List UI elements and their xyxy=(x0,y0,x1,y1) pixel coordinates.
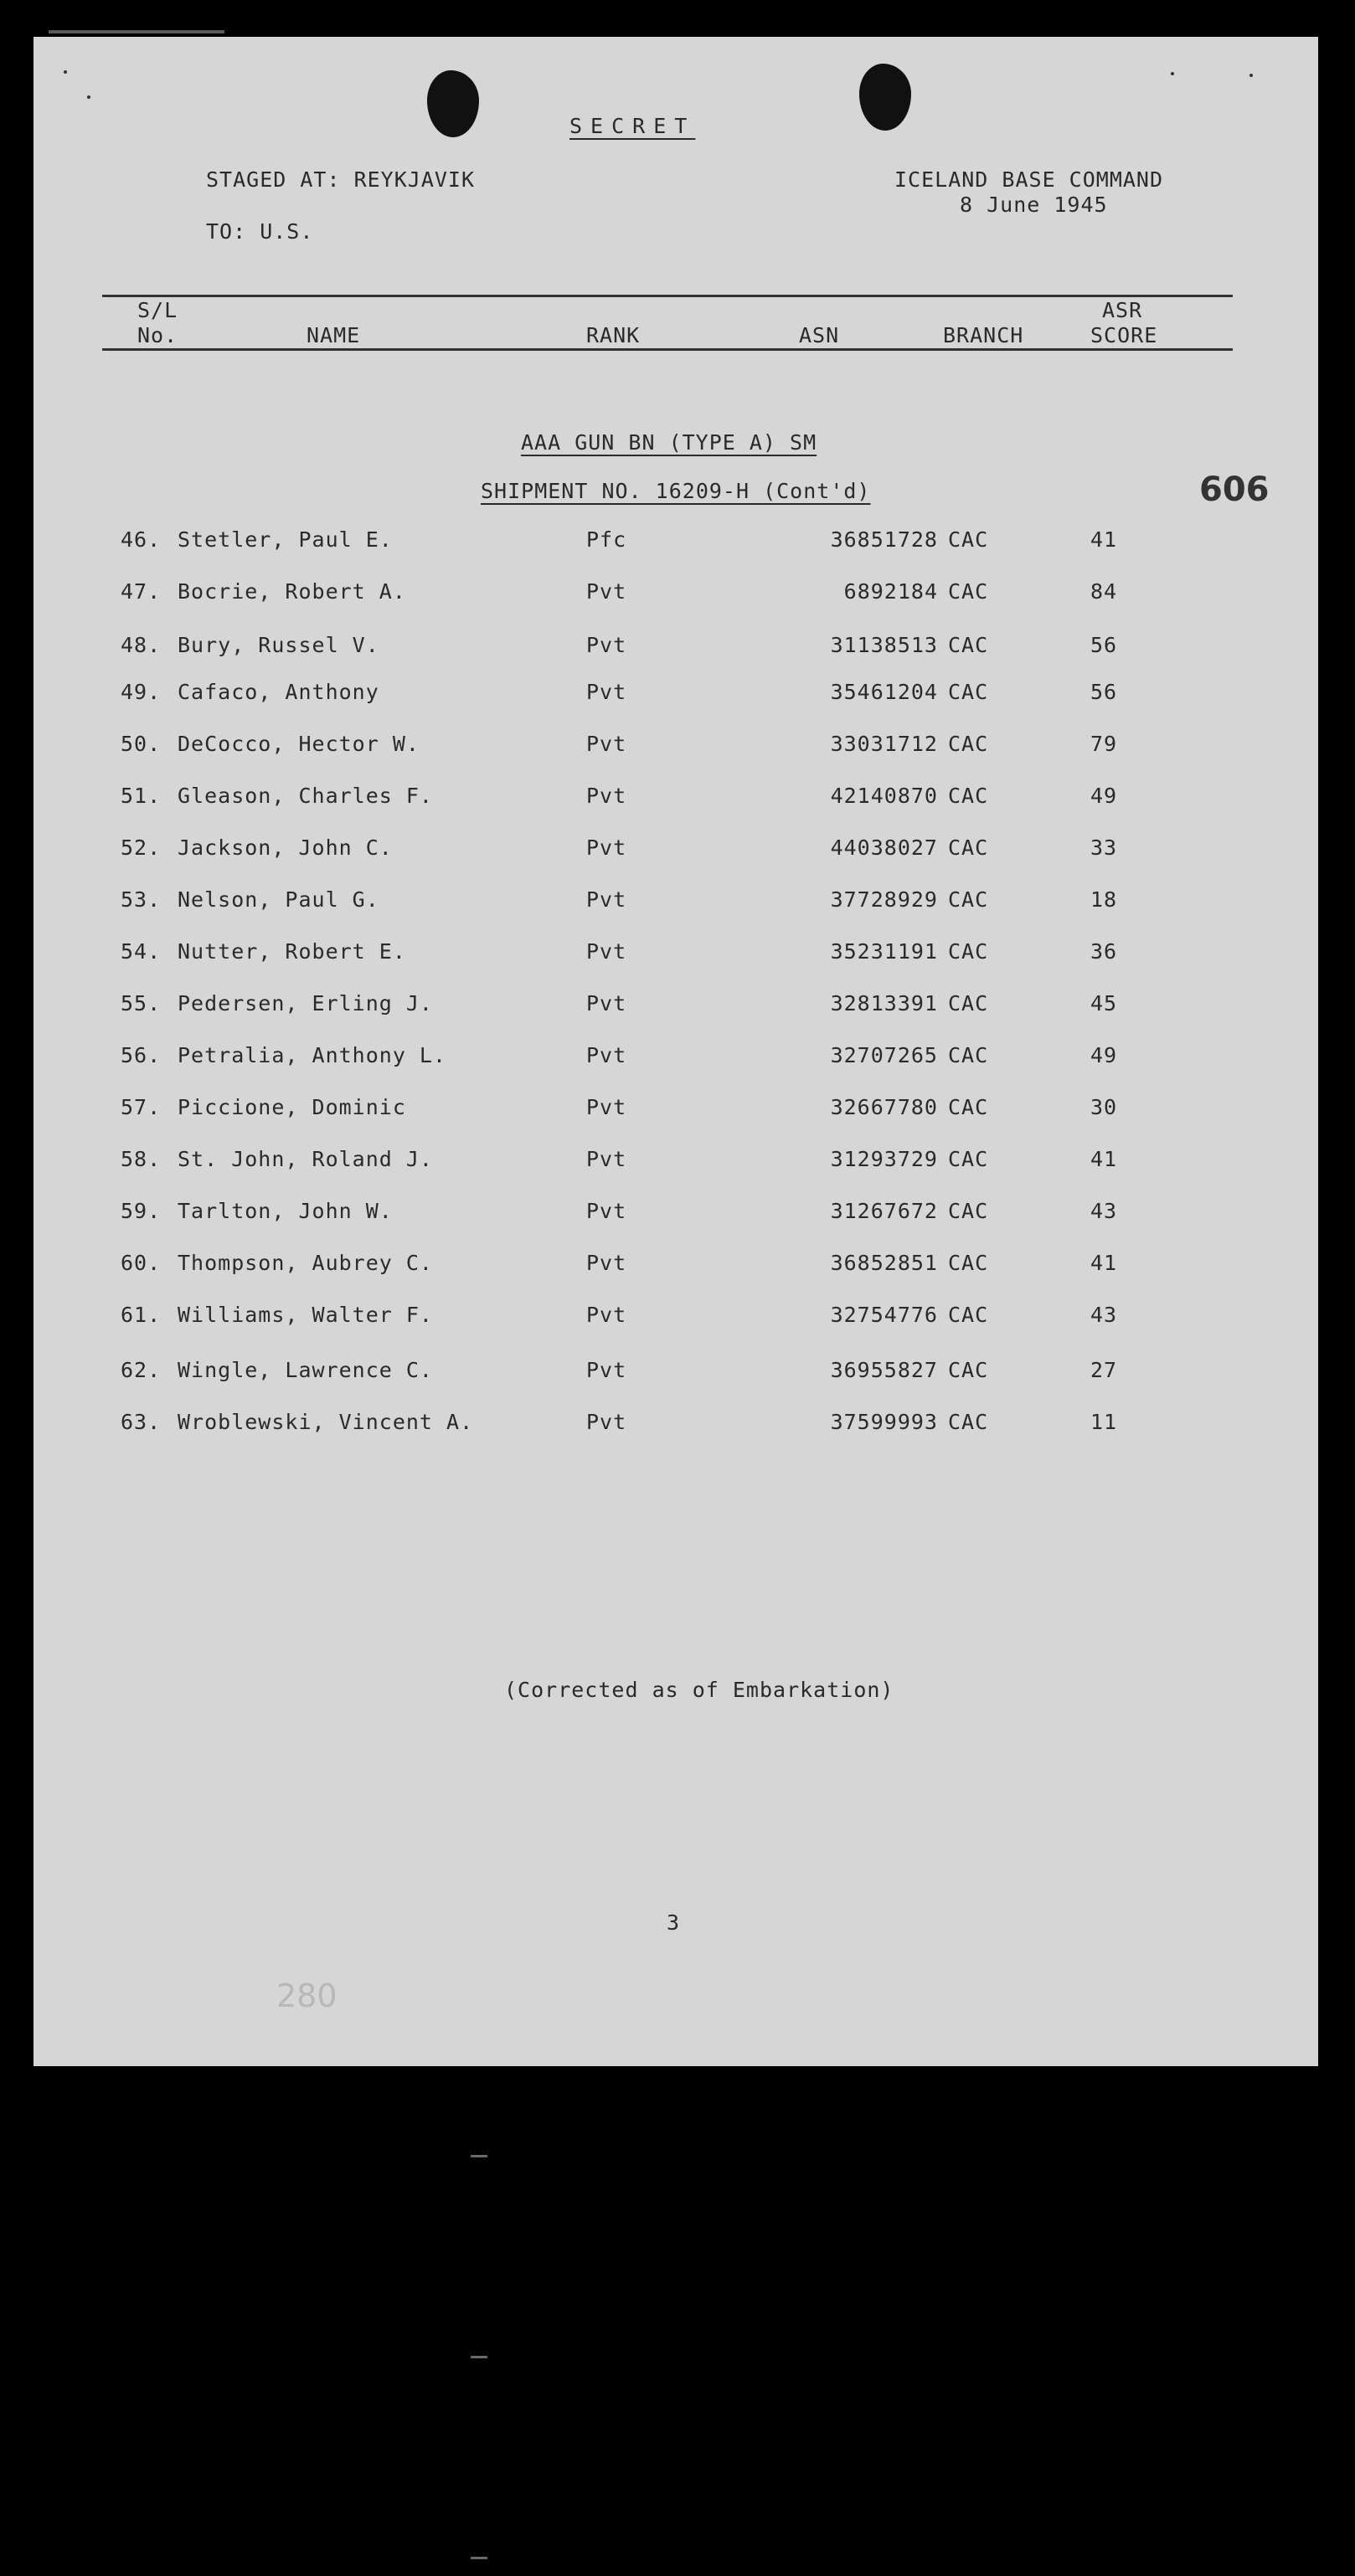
paper-speck xyxy=(1249,74,1253,77)
soldier-name: Wingle, Lawrence C. xyxy=(178,1358,433,1382)
row-number: 51. xyxy=(121,784,162,808)
table-row xyxy=(33,836,1318,869)
row-number: 49. xyxy=(121,680,162,704)
soldier-rank: Pvt xyxy=(586,887,627,912)
soldier-name: DeCocco, Hector W. xyxy=(178,732,420,756)
col-rank-header: RANK xyxy=(586,323,641,347)
command-name: ICELAND BASE COMMAND xyxy=(894,167,1164,192)
row-number: 53. xyxy=(121,887,162,912)
soldier-branch: CAC xyxy=(948,887,989,912)
table-header-bottom-rule xyxy=(102,348,1233,351)
soldier-asn: 36852851 xyxy=(830,1251,938,1275)
table-row xyxy=(33,732,1318,765)
soldier-branch: CAC xyxy=(948,1043,989,1067)
table-row xyxy=(33,1095,1318,1129)
asr-score: 49 xyxy=(1090,784,1118,808)
soldier-name: Piccione, Dominic xyxy=(178,1095,406,1119)
film-edge-mark xyxy=(49,30,224,33)
asr-score: 56 xyxy=(1090,633,1118,657)
soldier-rank: Pvt xyxy=(586,1199,627,1223)
col-sl-bottom: No. xyxy=(137,323,178,347)
table-row xyxy=(33,939,1318,973)
soldier-rank: Pvt xyxy=(586,1043,627,1067)
soldier-rank: Pvt xyxy=(586,1251,627,1275)
destination-line: TO: U.S. xyxy=(206,219,314,244)
soldier-name: St. John, Roland J. xyxy=(178,1147,433,1171)
soldier-branch: CAC xyxy=(948,1358,989,1382)
soldier-branch: CAC xyxy=(948,1095,989,1119)
table-row xyxy=(33,527,1318,561)
col-asr-top: ASR xyxy=(1102,298,1143,322)
soldier-name: Stetler, Paul E. xyxy=(178,527,393,552)
row-number: 60. xyxy=(121,1251,162,1275)
soldier-asn: 35231191 xyxy=(830,939,938,964)
soldier-branch: CAC xyxy=(948,991,989,1015)
soldier-name: Williams, Walter F. xyxy=(178,1303,433,1327)
asr-score: 27 xyxy=(1090,1358,1118,1382)
margin-number: 606 xyxy=(1199,470,1270,509)
soldier-asn: 32754776 xyxy=(830,1303,938,1327)
page-number: 3 xyxy=(667,1910,681,1935)
soldier-rank: Pvt xyxy=(586,579,627,604)
soldier-branch: CAC xyxy=(948,1251,989,1275)
soldier-asn: 32667780 xyxy=(830,1095,938,1119)
asr-score: 43 xyxy=(1090,1303,1118,1327)
table-row xyxy=(33,1303,1318,1336)
table-row xyxy=(33,1147,1318,1180)
soldier-rank: Pvt xyxy=(586,680,627,704)
table-row xyxy=(33,1251,1318,1284)
soldier-name: Nutter, Robert E. xyxy=(178,939,406,964)
soldier-branch: CAC xyxy=(948,1147,989,1171)
soldier-asn: 32813391 xyxy=(830,991,938,1015)
shipment-heading: SHIPMENT NO. 16209-H (Cont'd) xyxy=(481,479,871,503)
table-row xyxy=(33,1358,1318,1391)
table-row xyxy=(33,1410,1318,1443)
film-mark xyxy=(471,2155,487,2157)
soldier-rank: Pvt xyxy=(586,991,627,1015)
table-row xyxy=(33,579,1318,613)
soldier-asn: 32707265 xyxy=(830,1043,938,1067)
soldier-name: Petralia, Anthony L. xyxy=(178,1043,447,1067)
table-row xyxy=(33,991,1318,1025)
asr-score: 30 xyxy=(1090,1095,1118,1119)
row-number: 61. xyxy=(121,1303,162,1327)
classification-title: SECRET xyxy=(569,114,696,138)
soldier-name: Gleason, Charles F. xyxy=(178,784,433,808)
soldier-branch: CAC xyxy=(948,939,989,964)
row-number: 54. xyxy=(121,939,162,964)
document-date: 8 June 1945 xyxy=(960,193,1108,217)
soldier-asn: 31267672 xyxy=(830,1199,938,1223)
row-number: 47. xyxy=(121,579,162,604)
row-number: 55. xyxy=(121,991,162,1015)
soldier-name: Bury, Russel V. xyxy=(178,633,379,657)
soldier-rank: Pvt xyxy=(586,836,627,860)
table-row xyxy=(33,887,1318,921)
soldier-branch: CAC xyxy=(948,527,989,552)
soldier-branch: CAC xyxy=(948,579,989,604)
soldier-asn: 37599993 xyxy=(830,1410,938,1434)
soldier-rank: Pvt xyxy=(586,1095,627,1119)
table-row xyxy=(33,680,1318,713)
soldier-asn: 36955827 xyxy=(830,1358,938,1382)
row-number: 59. xyxy=(121,1199,162,1223)
asr-score: 43 xyxy=(1090,1199,1118,1223)
soldier-name: Jackson, John C. xyxy=(178,836,393,860)
soldier-asn: 31293729 xyxy=(830,1147,938,1171)
soldier-rank: Pvt xyxy=(586,939,627,964)
soldier-branch: CAC xyxy=(948,1410,989,1434)
table-row xyxy=(33,1043,1318,1077)
asr-score: 45 xyxy=(1090,991,1118,1015)
soldier-name: Bocrie, Robert A. xyxy=(178,579,406,604)
asr-score: 49 xyxy=(1090,1043,1118,1067)
soldier-branch: CAC xyxy=(948,784,989,808)
soldier-branch: CAC xyxy=(948,1199,989,1223)
soldier-asn: 31138513 xyxy=(830,633,938,657)
soldier-asn: 36851728 xyxy=(830,527,938,552)
paper-speck xyxy=(1171,72,1174,75)
row-number: 52. xyxy=(121,836,162,860)
document-page xyxy=(33,37,1318,2066)
staged-at-line: STAGED AT: REYKJAVIK xyxy=(206,167,476,192)
asr-score: 56 xyxy=(1090,680,1118,704)
soldier-name: Nelson, Paul G. xyxy=(178,887,379,912)
soldier-rank: Pvt xyxy=(586,1147,627,1171)
punch-hole xyxy=(427,70,479,137)
asr-score: 84 xyxy=(1090,579,1118,604)
asr-score: 36 xyxy=(1090,939,1118,964)
correction-note: (Corrected as of Embarkation) xyxy=(504,1678,894,1702)
soldier-branch: CAC xyxy=(948,680,989,704)
col-branch-header: BRANCH xyxy=(943,323,1024,347)
unit-heading: AAA GUN BN (TYPE A) SM xyxy=(521,430,817,455)
film-mark xyxy=(471,2557,487,2559)
film-mark xyxy=(471,2356,487,2358)
soldier-asn: 6892184 xyxy=(843,579,938,604)
asr-score: 41 xyxy=(1090,527,1118,552)
soldier-asn: 44038027 xyxy=(830,836,938,860)
soldier-branch: CAC xyxy=(948,1303,989,1327)
row-number: 58. xyxy=(121,1147,162,1171)
row-number: 46. xyxy=(121,527,162,552)
row-number: 50. xyxy=(121,732,162,756)
asr-score: 79 xyxy=(1090,732,1118,756)
row-number: 63. xyxy=(121,1410,162,1434)
punch-hole xyxy=(859,64,911,131)
asr-score: 33 xyxy=(1090,836,1118,860)
table-row xyxy=(33,633,1318,666)
soldier-rank: Pvt xyxy=(586,633,627,657)
col-asn-header: ASN xyxy=(799,323,840,347)
asr-score: 41 xyxy=(1090,1251,1118,1275)
asr-score: 11 xyxy=(1090,1410,1118,1434)
soldier-name: Wroblewski, Vincent A. xyxy=(178,1410,474,1434)
soldier-name: Pedersen, Erling J. xyxy=(178,991,433,1015)
soldier-branch: CAC xyxy=(948,633,989,657)
soldier-asn: 42140870 xyxy=(830,784,938,808)
soldier-name: Cafaco, Anthony xyxy=(178,680,379,704)
row-number: 48. xyxy=(121,633,162,657)
soldier-branch: CAC xyxy=(948,732,989,756)
soldier-rank: Pfc xyxy=(586,527,627,552)
table-row xyxy=(33,1199,1318,1232)
soldier-rank: Pvt xyxy=(586,1410,627,1434)
soldier-rank: Pvt xyxy=(586,784,627,808)
asr-score: 18 xyxy=(1090,887,1118,912)
table-header-top-rule xyxy=(102,295,1233,297)
soldier-rank: Pvt xyxy=(586,1303,627,1327)
row-number: 56. xyxy=(121,1043,162,1067)
faded-stamp: 280 xyxy=(276,1977,337,2014)
soldier-name: Thompson, Aubrey C. xyxy=(178,1251,433,1275)
soldier-name: Tarlton, John W. xyxy=(178,1199,393,1223)
soldier-rank: Pvt xyxy=(586,732,627,756)
table-row xyxy=(33,784,1318,817)
paper-speck xyxy=(64,70,67,74)
soldier-asn: 33031712 xyxy=(830,732,938,756)
soldier-asn: 37728929 xyxy=(830,887,938,912)
row-number: 57. xyxy=(121,1095,162,1119)
paper-speck xyxy=(87,95,90,99)
soldier-rank: Pvt xyxy=(586,1358,627,1382)
row-number: 62. xyxy=(121,1358,162,1382)
col-name-header: NAME xyxy=(307,323,361,347)
soldier-asn: 35461204 xyxy=(830,680,938,704)
col-sl-top: S/L xyxy=(137,298,178,322)
asr-score: 41 xyxy=(1090,1147,1118,1171)
soldier-branch: CAC xyxy=(948,836,989,860)
col-asr-bottom: SCORE xyxy=(1090,323,1158,347)
